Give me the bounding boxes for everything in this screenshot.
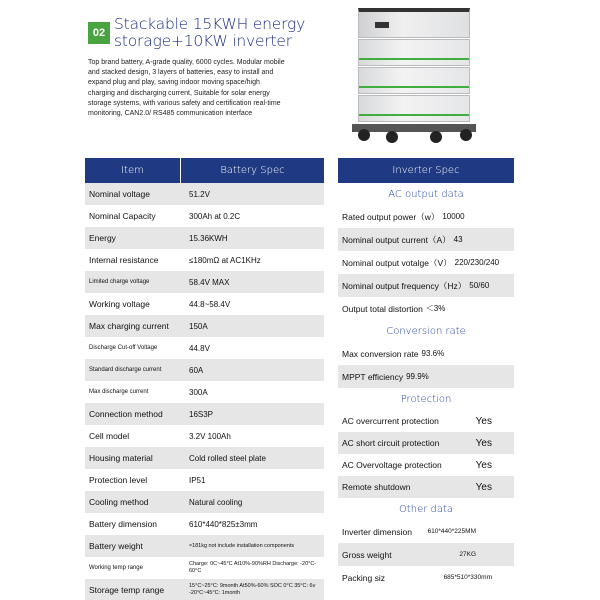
battery-row (85, 227, 324, 249)
spec-value: 3.2V 100Ah (189, 431, 231, 441)
spec-label: Limited charge voltage (89, 279, 150, 285)
spec-value: 685*510*330mm (443, 574, 492, 581)
spec-label: Internal resistance (89, 255, 159, 265)
spec-label: Discharge Cut-off Voltage (89, 345, 158, 351)
spec-value: 27KG (459, 551, 476, 558)
inverter-row (338, 520, 514, 543)
battery-row (85, 403, 324, 425)
spec-value: 15.36KWH (189, 233, 228, 243)
spec-label: Max discharge current (89, 389, 149, 395)
spec-label: Remote shutdown (342, 482, 411, 492)
inverter-row (338, 274, 514, 297)
header-item: Item (85, 158, 181, 183)
caster-wheel (386, 131, 398, 143)
spec-label: Battery dimension (89, 519, 158, 529)
section-title: Other data (398, 503, 454, 515)
spec-value: 610*440*225MM (427, 528, 476, 535)
battery-row (85, 535, 324, 557)
spec-label: AC short circuit protection (342, 438, 440, 448)
caster-wheel (358, 129, 370, 141)
spec-value: 99.9% (406, 372, 429, 381)
spec-label: Inverter dimension (342, 526, 412, 537)
spec-value: Yes (475, 437, 492, 449)
battery-row (85, 293, 324, 315)
spec-value: Yes (475, 415, 492, 427)
display-screen (375, 22, 389, 28)
spec-value: 44.8V (189, 343, 210, 353)
spec-value: ≤180mΩ at AC1KHz (189, 255, 261, 265)
inverter-row (338, 432, 514, 454)
spec-value: 58.4V MAX (189, 277, 230, 287)
section-title: Conversion rate (386, 325, 466, 337)
spec-value: 220/230/240 (454, 258, 500, 267)
spec-label: Output total distortion (342, 303, 423, 314)
inverter-module (358, 8, 470, 38)
inverter-row (338, 342, 514, 365)
wheel-base (352, 124, 476, 132)
spec-label: Working voltage (89, 299, 150, 309)
battery-spec-table (85, 158, 324, 600)
inverter-row (338, 454, 514, 476)
spec-label: Protection level (89, 475, 148, 485)
spec-value: 16S3P (189, 409, 214, 419)
spec-label: Gross weight (342, 549, 392, 560)
spec-label: Nominal voltage (89, 189, 150, 199)
inverter-table-header: Inverter Spec (338, 158, 514, 183)
spec-label: AC Overvoltage protection (342, 460, 442, 470)
spec-value: Cold rolled steel plate (189, 453, 266, 463)
spec-value: Yes (475, 481, 492, 493)
battery-row (85, 491, 324, 513)
inverter-row (338, 251, 514, 274)
spec-label: Energy (89, 233, 116, 243)
inverter-row (338, 543, 514, 566)
spec-label: Cell model (89, 431, 130, 441)
battery-row (85, 205, 324, 227)
inverter-row (338, 228, 514, 251)
spec-value: 60A (189, 365, 204, 375)
battery-module-2 (358, 67, 470, 94)
title-line-2: storage+10KW inverter (114, 32, 292, 50)
spec-label: Nominal output votalge（V） (342, 257, 452, 268)
inverter-row (338, 205, 514, 228)
spec-label: Working temp range (89, 565, 143, 571)
spec-value: 44.8~58.4V (189, 299, 231, 309)
spec-value: IP51 (189, 475, 206, 485)
battery-row (85, 579, 324, 600)
battery-row (85, 337, 324, 359)
spec-label: Battery weight (89, 541, 143, 551)
spec-value: 150A (189, 321, 208, 331)
page-title (114, 16, 305, 50)
spec-label: Connection method (89, 409, 163, 419)
spec-value: 300A (189, 387, 208, 397)
inverter-row (338, 365, 514, 388)
spec-value: Natural cooling (189, 497, 243, 507)
section-number-badge: 02 (88, 22, 110, 44)
spec-label: Nominal output frequency（Hz） (342, 280, 467, 291)
spec-label: Rated output power（w） (342, 211, 440, 222)
spec-value: 93.6% (421, 349, 445, 358)
header-battery-spec: Battery Spec (220, 165, 285, 176)
spec-value: 51.2V (189, 189, 210, 199)
inverter-row (338, 297, 514, 320)
battery-row (85, 469, 324, 491)
spec-label: Max conversion rate (342, 348, 419, 359)
spec-value: 43 (453, 235, 463, 244)
spec-label: Nominal Capacity (89, 211, 156, 221)
battery-row (85, 271, 324, 293)
inverter-row (338, 566, 514, 589)
battery-row (85, 249, 324, 271)
spec-label: Standard discharge current (89, 367, 162, 373)
spec-label: Nominal output current（A） (342, 234, 451, 245)
spec-value: ≈181kg not include installation components (189, 542, 295, 549)
spec-value: 15°C~25°C: 9month At50%-60% SOC 0°C 35°C: 6v -20°C~45°C: 1month (189, 583, 316, 596)
section-title: AC output data (388, 188, 464, 200)
battery-row (85, 447, 324, 469)
battery-row (85, 315, 324, 337)
spec-value: ＜3% (425, 304, 446, 313)
battery-row (85, 425, 324, 447)
battery-module-3 (358, 95, 470, 122)
section-title: Protection (400, 393, 452, 405)
product-description: Top brand battery, A-grade quality, 6000 cycles. Modular mobile and stacked design, 3 layers of batteries, easy to install and expand plug and play, saving indoor moving space/high charging and discharging current, Suitable for solar energy storage systems, with various safety and certification real-time monitoring, CAN2.0/ RS485 communication interface (88, 59, 285, 118)
inverter-spec-table (338, 158, 514, 589)
spec-label: Storage temp range (89, 585, 165, 595)
battery-table-header (85, 158, 324, 183)
product-image (352, 8, 480, 143)
spec-value: 50/60 (469, 281, 490, 290)
battery-row (85, 381, 324, 403)
title-line-1: Stackable 15KWH energy (114, 15, 306, 33)
spec-label: Housing material (89, 453, 153, 463)
spec-value: Charge: 0C~45°C At10%-90%RH Discharge: -20°C-60°C (189, 561, 317, 574)
spec-label: Cooling method (89, 497, 149, 507)
spec-value: Yes (475, 459, 492, 471)
inverter-row (338, 476, 514, 498)
inverter-row (338, 410, 514, 432)
spec-label: AC overcurrent protection (342, 416, 439, 426)
battery-row (85, 359, 324, 381)
battery-module-1 (358, 39, 470, 66)
caster-wheel (460, 129, 472, 141)
battery-row (85, 183, 324, 205)
spec-value: 10000 (442, 212, 465, 221)
spec-value: 610*440*825±3mm (189, 519, 258, 529)
battery-row (85, 557, 324, 579)
spec-label: Max charging current (89, 321, 169, 331)
battery-row (85, 513, 324, 535)
caster-wheel (430, 131, 442, 143)
spec-label: Packing siz (342, 572, 385, 583)
spec-value: 300Ah at 0.2C (189, 211, 241, 221)
spec-label: MPPT efficiency (342, 371, 404, 382)
